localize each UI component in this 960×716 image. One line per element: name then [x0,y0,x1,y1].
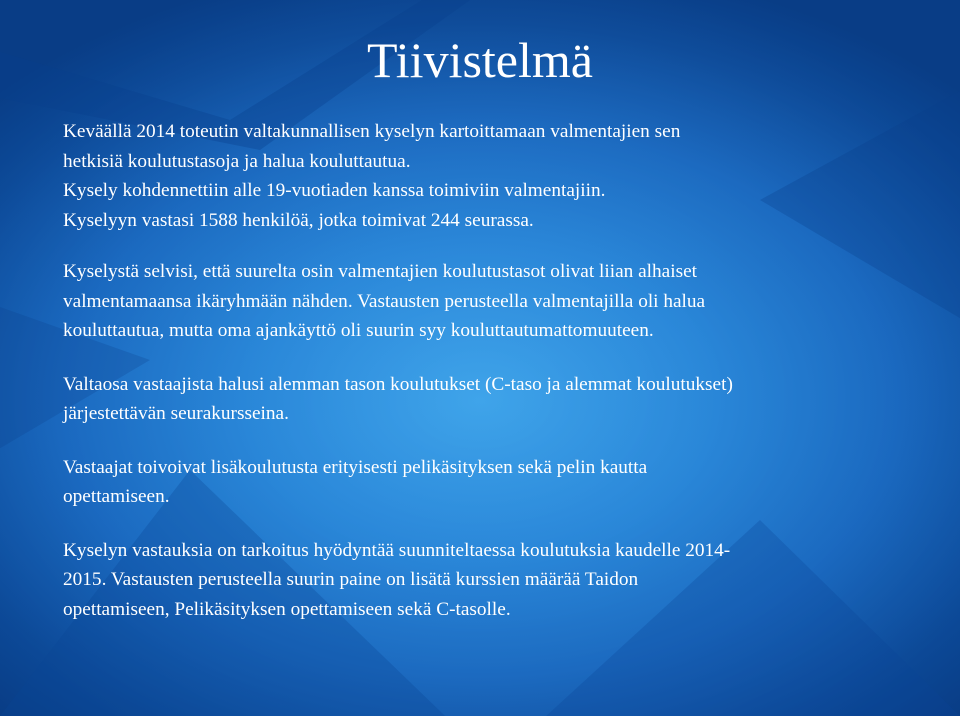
text-line: Kyselyn vastauksia on tarkoitus hyödyntää suunniteltaessa koulutuksia kaudelle 2014- [63,539,731,561]
text-line: Valtaosa vastaajista halusi alemman tason koulutukset (C-taso ja alemmat koulutukset) [63,373,733,395]
text-line: valmentamaansa ikäryhmään nähden. Vastausten perusteella valmentajilla oli halua [63,290,706,312]
paragraph-future-use [63,536,923,625]
text-line: Kysely kohdennettiin alle 19-vuotiaden kanssa toimiviin valmentajiin. [63,180,606,201]
paragraph-findings [63,257,923,346]
text-line: hetkisiä koulutustasoja ja halua kouluttautua. [63,150,411,172]
text-line: Kyselyyn vastasi 1588 henkilöä, jotka toimivat 244 seurassa. [63,209,534,231]
text-line: Keväällä 2014 toteutin valtakunnallisen kyselyn kartoittamaan valmentajien sen [63,121,681,142]
text-line: opettamiseen, Pelikäsityksen opettamiseen sekä C-tasolle. [63,598,511,620]
text-line: järjestettävän seurakursseina. [63,403,289,424]
slide-title: Tiivistelmä [367,32,593,88]
paragraph-training-wishes [63,453,923,512]
paragraph-survey-intro [63,117,923,235]
summary-body [63,117,923,648]
text-line: 2015. Vastausten perusteella suurin paine on lisätä kurssien määrää Taidon [63,569,639,590]
text-line: Vastaajat toivoivat lisäkoulutusta erityisesti pelikäsityksen sekä pelin kautta [63,456,648,478]
text-line: Kyselystä selvisi, että suurelta osin valmentajien koulutustasot olivat liian alhaiset [63,261,698,282]
text-line: opettamiseen. [63,486,170,507]
paragraph-club-courses [63,370,923,429]
text-line: kouluttautua, mutta oma ajankäyttö oli suurin syy kouluttautumattomuuteen. [63,320,654,341]
